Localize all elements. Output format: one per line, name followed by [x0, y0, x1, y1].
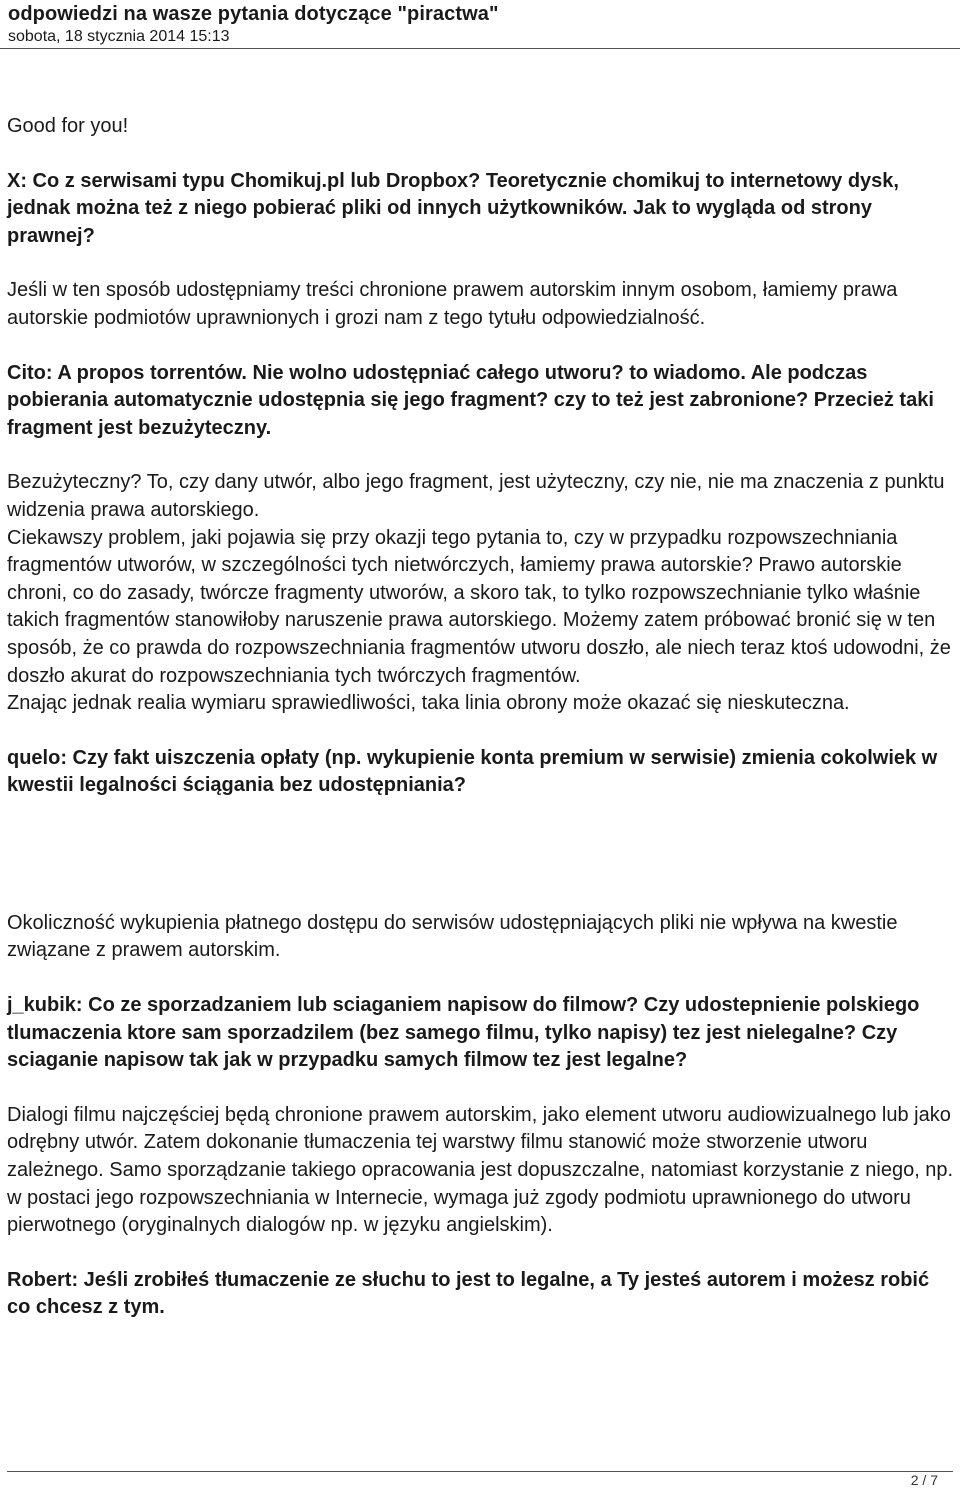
document-header	[8, 2, 948, 46]
document-date: sobota, 18 stycznia 2014 15:13	[8, 28, 230, 45]
answer-torrents-3: Znając jednak realia wymiaru sprawiedliwości, taka linia obrony może okazać się nieskuteczna.	[7, 692, 850, 715]
document-body	[7, 113, 955, 1322]
answer-torrents-1: Bezużyteczny? To, czy dany utwór, albo jego fragment, jest użyteczny, czy nie, nie ma znaczenia z punktu widzenia prawa autorskiego.	[7, 471, 945, 521]
document-title: odpowiedzi na wasze pytania dotyczące "piractwa"	[8, 3, 499, 25]
header-divider	[0, 48, 960, 49]
question-premium: quelo: Czy fakt uiszczenia opłaty (np. wykupienie konta premium w serwisie) zmienia cokolwiek w kwestii legalności ściągania bez udostępniania?	[7, 746, 938, 797]
answer-premium: Okoliczność wykupienia płatnego dostępu do serwisów udostępniających pliki nie wpływa na kwestie związane z prawem autorskim.	[7, 911, 898, 962]
answer-chomikuj: Jeśli w ten sposób udostępniamy treści chronione prawem autorskim innym osobom, łamiemy prawa autorskie podmiotów uprawnionych i grozi nam z tego tytułu odpowiedzialność.	[7, 279, 898, 329]
question-torrents: Cito: A propos torrentów. Nie wolno udostępniać całego utworu? to wiadomo. Ale podczas pobierania automatycznie udostępnia się jego fragment? czy to też jest zabronione? Przecież taki fragment jest bezużyteczny.	[7, 361, 934, 439]
page-number: 2 / 7	[910, 1472, 938, 1488]
paragraph-greeting: Good for you!	[7, 115, 129, 137]
blank-space	[7, 800, 955, 910]
answer-torrents-2: Ciekawszy problem, jaki pojawia się przy okazji tego pytania to, czy w przypadku rozpowszechniania fragmentów utworów, w szczególności tych nietwórczych, łamiemy prawa autorskie? Prawo autorskie chroni, co do zasady, twórcze fragmenty utworów, a skoro tak, to tylko rozpowszechnianie tylko właśnie takich fragmentów stanowiłoby naruszenie prawa autorskiego. Możemy zatem próbować bronić się w ten sposób, że co prawda do rozpowszechniania fragmentów utworu doszło, ale niech teraz ktoś udowodni, że doszło akurat do rozpowszechniania tych twórczych fragmentów.	[7, 526, 951, 687]
question-subtitles: j_kubik: Co ze sporzadzaniem lub sciaganiem napisow do filmow? Czy udostepnienie polskiego tlumaczenia ktore sam sporzadzilem (bez samego filmu, tylko napisy) tez jest nielegalne? Czy sciaganie napisow tak jak w przypadku samych filmow tez jest legalne?	[7, 994, 920, 1072]
answer-subtitles: Dialogi filmu najczęściej będą chronione prawem autorskim, jako element utworu audiowizualnego lub jako odrębny utwór. Zatem dokonanie tłumaczenia tej warstwy filmu stanowić może stworzenie utworu zależnego. Samo sporządzanie takiego opracowania jest dopuszczalne, natomiast korzystanie z niego, np. w postaci jego rozpowszechniania w Internecie, wymaga już zgody podmiotu uprawnionego do utworu pierwotnego (oryginalnych dialogów np. w języku angielskim).	[7, 1103, 954, 1237]
footer-divider	[7, 1471, 953, 1472]
question-chomikuj: X: Co z serwisami typu Chomikuj.pl lub Dropbox? Teoretycznie chomikuj to internetowy dysk, jednak można też z niego pobierać pliki od innych użytkowników. Jak to wygląda od strony prawnej?	[7, 169, 899, 247]
question-translation: Robert: Jeśli zrobiłeś tłumaczenie ze słuchu to jest to legalne, a Ty jesteś autorem i możesz robić co chcesz z tym.	[7, 1268, 930, 1319]
